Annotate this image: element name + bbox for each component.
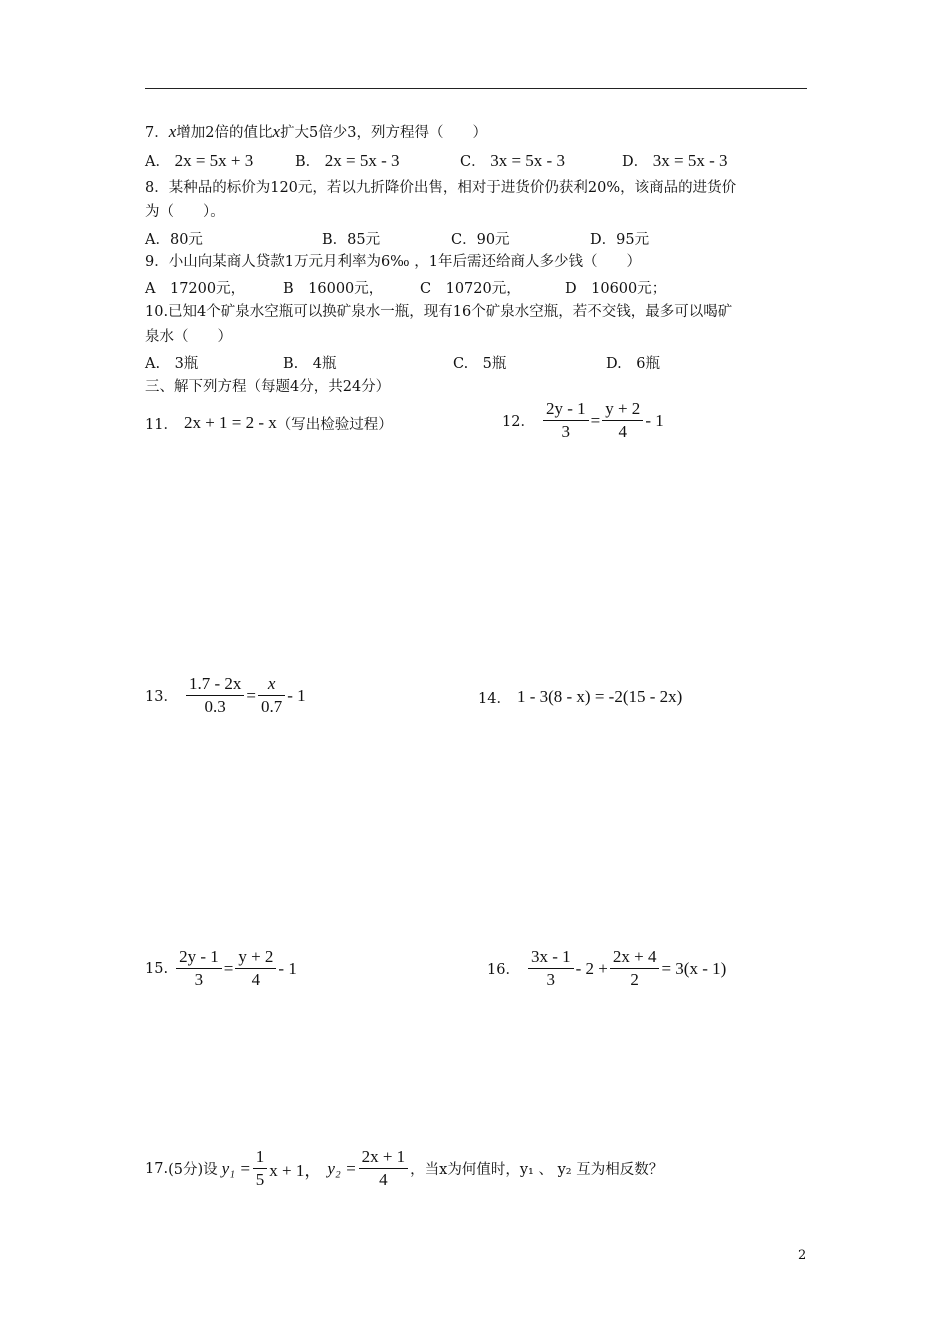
problem-11: 11． 2x + 1 = 2 - x （写出检验过程） (145, 413, 393, 433)
q8-option-b: B．85元 (322, 232, 381, 248)
problem-13: 13． $\frac{1.7 - 2x}{0.3}$ = $\frac{x}{0.7}$ - 1 (145, 674, 306, 716)
problem-12: 12． $\frac{2y - 1}{3}$ = $\frac{y + 2}{4}$ - 1 (502, 399, 664, 441)
q7-option-d: D． 3x = 5x - 3 (622, 151, 728, 170)
q8-stem-line2: 为（ ）。 (145, 204, 225, 220)
problem-15: 15. $\frac{2y - 1}{3}$ = $\frac{y + 2}{4}$ - 1 (145, 947, 297, 989)
q10-stem-line2: 泉水（ ） (145, 329, 232, 345)
q7-stem: 7．x增加2倍的值比x扩大5倍少3，列方程得（ ） (145, 122, 488, 141)
problem-16: 16． $\frac{3x - 1}{3}$ - 2 + $\frac{2x + 4}{2}$ = 3(x - 1) (487, 947, 727, 989)
q9-stem: 9．小山向某商人贷款1万元月利率为6‰ ，1年后需还给商人多少钱（ ） (145, 254, 641, 270)
q8-option-d: D．95元 (590, 232, 650, 248)
q10-option-a: A. 3瓶 (145, 356, 199, 372)
q7-option-b: B． 2x = 5x - 3 (295, 151, 400, 170)
q10-stem-line1: 10.已知4个矿泉水空瓶可以换矿泉水一瓶，现有16个矿泉水空瓶，若不交钱，最多可以喝矿 (145, 304, 733, 320)
page-number: 2 (798, 1248, 807, 1263)
q9-option-b: B 16000元， (283, 281, 384, 297)
q8-option-a: A．80元 (145, 232, 203, 248)
q9-option-a: A 17200元， (145, 281, 246, 297)
section-3-heading: 三、解下列方程（每题4分，共24分） (145, 379, 391, 395)
problem-14: 14． 1 - 3(8 - x) = -2(15 - 2x) (478, 687, 683, 707)
q10-option-b: B. 4瓶 (283, 356, 337, 372)
q8-option-c: C．90元 (451, 232, 510, 248)
q9-option-d: D 10600元； (565, 281, 667, 297)
q10-option-d: D. 6瓶 (606, 356, 660, 372)
q9-option-c: C 10720元， (420, 281, 521, 297)
header-rule (145, 88, 807, 89)
q7-option-a: A． 2x = 5x + 3 (145, 151, 254, 170)
problem-17: 17. (5分)设 y₁ = $\frac{1}{5}$ x + 1， y₂ = $\frac{2x + 1}{4}$ ，当x为何值时， y₁ 、 y₂ 互为相反数？ (145, 1147, 664, 1189)
q7-option-c: C． 3x = 5x - 3 (460, 151, 565, 170)
q8-stem-line1: 8．某种品的标价为120元，若以九折降价出售，相对于进货价仍获利20%，该商品的进货价 (145, 180, 737, 196)
q10-option-c: C. 5瓶 (453, 356, 507, 372)
